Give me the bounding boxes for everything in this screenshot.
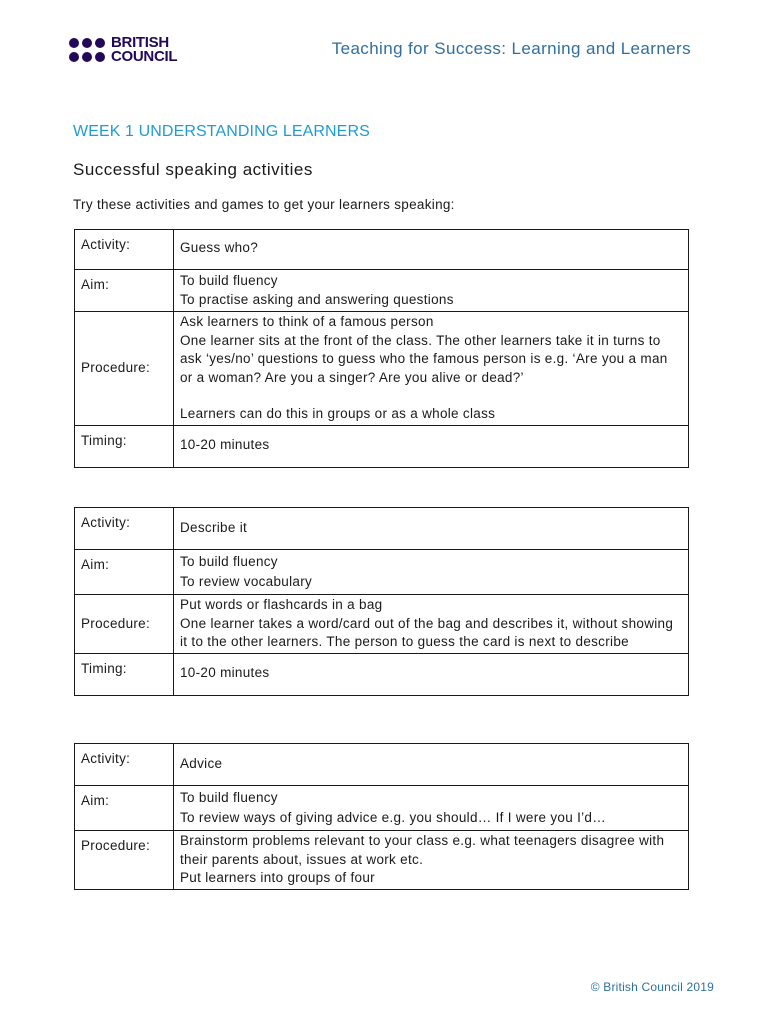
aim-label: Aim: (75, 270, 174, 312)
logo-line-1: BRITISH (111, 34, 169, 51)
activity-row (75, 744, 689, 786)
aim-line: To build fluency (180, 273, 278, 288)
procedure-spacer (180, 387, 682, 405)
procedure-label: Procedure: (75, 831, 174, 890)
procedure-value (174, 831, 689, 890)
copyright-footer: © British Council 2019 (590, 980, 714, 994)
activity-label: Activity: (75, 508, 174, 550)
activity-row (75, 508, 689, 550)
aim-value (174, 270, 689, 312)
intro-text: Try these activities and games to get your learners speaking: (73, 197, 455, 212)
header-title: Teaching for Success: Learning and Learners (331, 39, 691, 58)
procedure-row (75, 312, 689, 426)
procedure-label: Procedure: (75, 595, 174, 654)
timing-row (75, 653, 689, 695)
aim-label: Aim: (75, 550, 174, 595)
activity-label: Activity: (75, 744, 174, 786)
procedure-line: Learners can do this in groups or as a whole class (180, 406, 496, 421)
aim-line: To build fluency (180, 554, 278, 569)
activity-value: Describe it (174, 508, 689, 550)
procedure-label: Procedure: (75, 312, 174, 426)
page-subheading: Successful speaking activities (73, 160, 313, 179)
procedure-row (75, 831, 689, 890)
activity-value: Guess who? (174, 230, 689, 270)
procedure-line: Put learners into groups of four (180, 870, 375, 885)
timing-value: 10-20 minutes (174, 653, 689, 695)
logo-line-2: COUNCIL (111, 48, 178, 65)
procedure-row (75, 595, 689, 654)
british-council-logo (69, 36, 177, 64)
activity-table-guess-who (74, 229, 689, 468)
procedure-line: Ask learners to think of a famous person (180, 314, 434, 329)
procedure-value (174, 312, 689, 426)
procedure-line: Brainstorm problems relevant to your class e.g. what teenagers disagree with their parents about, issues at work etc. (180, 833, 665, 867)
timing-label: Timing: (75, 653, 174, 695)
procedure-line: Put words or flashcards in a bag (180, 597, 383, 612)
logo-dots-icon (69, 38, 105, 62)
aim-row (75, 270, 689, 312)
aim-label: Aim: (75, 786, 174, 831)
activity-label: Activity: (75, 230, 174, 270)
aim-line: To build fluency (180, 790, 278, 805)
logo-wordmark (111, 36, 177, 64)
aim-value (174, 786, 689, 831)
week-heading: WEEK 1 UNDERSTANDING LEARNERS (73, 123, 370, 140)
procedure-line: One learner takes a word/card out of the bag and describes it, without showing it to the other learners. The person to guess the card is next to describe (180, 615, 674, 649)
activity-table-describe-it (74, 507, 689, 696)
timing-label: Timing: (75, 425, 174, 467)
procedure-line: One learner sits at the front of the class. The other learners take it in turns to ask ‘yes/no’ questions to guess who the famous person is e.g. ‘Are you a man or a woman? Are you a singer? Are you alive or dead?’ (180, 332, 668, 385)
activity-row (75, 230, 689, 270)
aim-line: To review vocabulary (180, 574, 313, 589)
aim-line: To review ways of giving advice e.g. you should… If I were you I’d… (180, 810, 607, 825)
procedure-value (174, 595, 689, 654)
aim-row (75, 786, 689, 831)
aim-row (75, 550, 689, 595)
aim-line: To practise asking and answering questions (180, 291, 454, 307)
activity-value: Advice (174, 744, 689, 786)
activity-table-advice (74, 743, 689, 890)
timing-value: 10-20 minutes (174, 425, 689, 467)
aim-value (174, 550, 689, 595)
timing-row (75, 425, 689, 467)
